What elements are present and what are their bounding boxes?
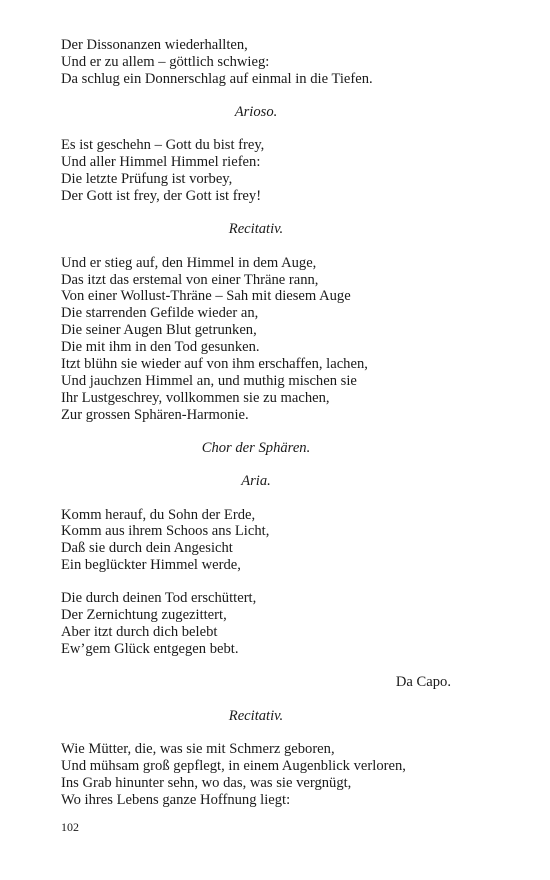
page-text [61,37,451,809]
verse-line: Und mühsam groß gepflegt, in einem Augenblick verloren, [61,757,406,774]
verse-line: Und jauchzen Himmel an, und muthig mischen sie [61,372,357,389]
verse-line: Wie Mütter, die, was sie mit Schmerz geboren, [61,740,335,757]
stanza-4 [61,507,451,575]
verse-line: Der Dissonanzen wiederhallten, [61,37,248,53]
stanza-6 [61,741,451,809]
section-heading-aria: Aria. [241,473,271,490]
stanza-5 [61,590,451,658]
verse-line: Zur grossen Sphären-Harmonie. [61,406,249,423]
verse-line: Die durch deinen Tod erschüttert, [61,590,257,607]
verse-line: Es ist geschehn – Gott du bist frey, [61,137,265,154]
stanza-3 [61,255,451,424]
stanza-1 [61,37,451,88]
section-heading-recitativ: Recitativ. [228,221,284,238]
verse-line: Ihr Lustgeschrey, vollkommen sie zu machen, [61,389,330,406]
verse-line: Itzt blühn sie wieder auf von ihm erschaffen, lachen, [61,355,368,372]
verse-line: Wo ihres Lebens ganze Hoffnung liegt: [61,791,291,808]
verse-line: Die letzte Prüfung ist vorbey, [61,171,233,188]
section-heading-arioso: Arioso. [234,104,278,121]
verse-line: Ew’gem Glück entgegen bebt. [61,641,239,658]
verse-line: Und er stieg auf, den Himmel in dem Auge, [61,254,317,271]
verse-line: Da schlug ein Donnerschlag auf einmal in die Tiefen. [61,70,373,87]
section-heading-recitativ-2: Recitativ. [228,707,284,724]
verse-line: Ins Grab hinunter sehn, wo das, was sie vergnügt, [61,774,352,791]
verse-line: Und er zu allem – göttlich schwieg: [61,53,270,70]
verse-line: Der Gott ist frey, der Gott ist frey! [61,188,262,205]
stanza-2 [61,137,451,205]
verse-line: Aber itzt durch dich belebt [61,624,218,641]
verse-line: Von einer Wollust-Thräne – Sah mit diesem Auge [61,288,351,305]
verse-line: Daß sie durch dein Angesicht [61,540,233,557]
verse-line: Komm herauf, du Sohn der Erde, [61,506,256,523]
verse-line: Das itzt das erstemal von einer Thräne rann, [61,271,319,288]
verse-line: Die seiner Augen Blut getrunken, [61,322,257,339]
verse-line: Ein beglückter Himmel werde, [61,557,241,574]
verse-line: Der Zernichtung zugezittert, [61,607,227,624]
verse-line: Und aller Himmel Himmel riefen: [61,154,261,171]
da-capo-marking: Da Capo. [395,674,451,691]
page-number: 102 [61,820,79,834]
verse-line: Die starrenden Gefilde wieder an, [61,305,259,322]
section-heading-chor: Chor der Sphären. [201,439,311,456]
verse-line: Komm aus ihrem Schoos ans Licht, [61,523,270,540]
verse-line: Die mit ihm in den Tod gesunken. [61,339,260,356]
